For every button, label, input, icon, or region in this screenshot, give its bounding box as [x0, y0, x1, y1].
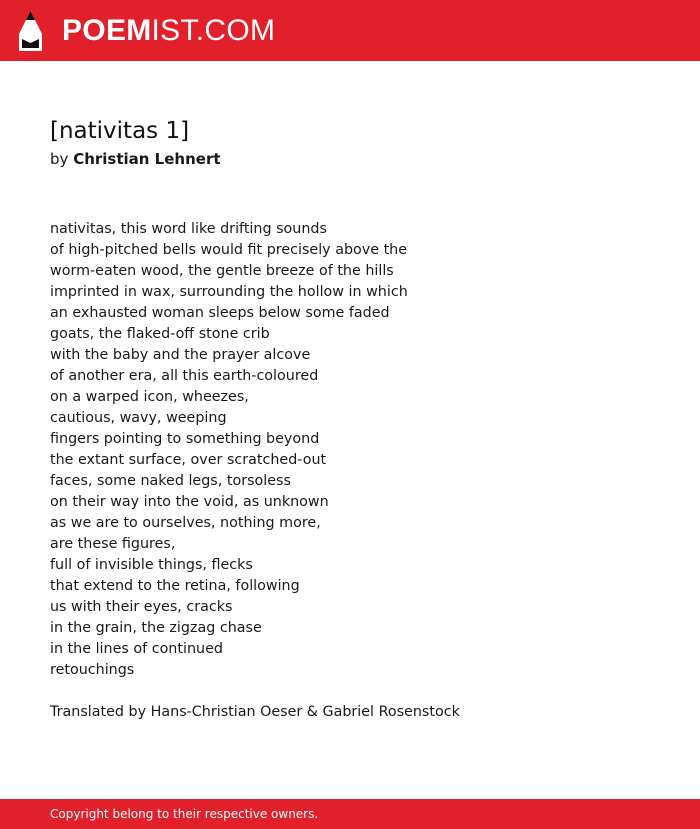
poem-line: goats, the flaked-off stone crib — [50, 326, 270, 342]
poem-line: with the baby and the prayer alcove — [50, 347, 311, 363]
site-footer — [0, 799, 700, 829]
brand-wordmark — [62, 10, 275, 52]
poem-line: on a warped icon, wheezes, — [50, 389, 249, 405]
poem-line: as we are to ourselves, nothing more, — [50, 515, 321, 531]
poem-line: retouchings — [50, 662, 135, 678]
translation-credit: Translated by Hans-Christian Oeser & Gabriel Rosenstock — [50, 704, 460, 720]
brand-light: IST.COM — [151, 14, 276, 47]
poem-line: cautious, wavy, weeping — [50, 410, 227, 426]
pencil-tip-icon — [18, 10, 43, 52]
poem-line: on their way into the void, as unknown — [50, 494, 329, 510]
poem-line: us with their eyes, cracks — [50, 599, 233, 615]
poem-content — [50, 115, 650, 723]
poem-body — [50, 219, 650, 681]
poem-title: [nativitas 1] — [50, 118, 190, 144]
copyright-notice: Copyright belong to their respective owners. — [50, 807, 319, 821]
poem-line: are these figures, — [50, 536, 176, 552]
site-header — [0, 0, 700, 61]
poem-line: of another era, all this earth-coloured — [50, 368, 319, 384]
poem-line: in the lines of continued — [50, 641, 223, 657]
poem-line: fingers pointing to something beyond — [50, 431, 320, 447]
poem-line: worm-eaten wood, the gentle breeze of the hills — [50, 263, 394, 279]
author-name: Christian Lehnert — [73, 150, 221, 168]
byline — [50, 149, 650, 169]
poem-line: nativitas, this word like drifting sounds — [50, 221, 327, 237]
by-label: by — [50, 150, 69, 168]
brand-bold: POEM — [62, 14, 152, 47]
poem-line: faces, some naked legs, torsoless — [50, 473, 291, 489]
poem-line: the extant surface, over scratched-out — [50, 452, 327, 468]
poem-line: full of invisible things, flecks — [50, 557, 253, 573]
poem-line: of high-pitched bells would fit precisely above the — [50, 242, 408, 258]
poem-line: in the grain, the zigzag chase — [50, 620, 262, 636]
poem-line: an exhausted woman sleeps below some faded — [50, 305, 390, 321]
poem-line: imprinted in wax, surrounding the hollow in which — [50, 284, 408, 300]
poem-line: that extend to the retina, following — [50, 578, 300, 594]
site-logo[interactable] — [18, 10, 275, 52]
